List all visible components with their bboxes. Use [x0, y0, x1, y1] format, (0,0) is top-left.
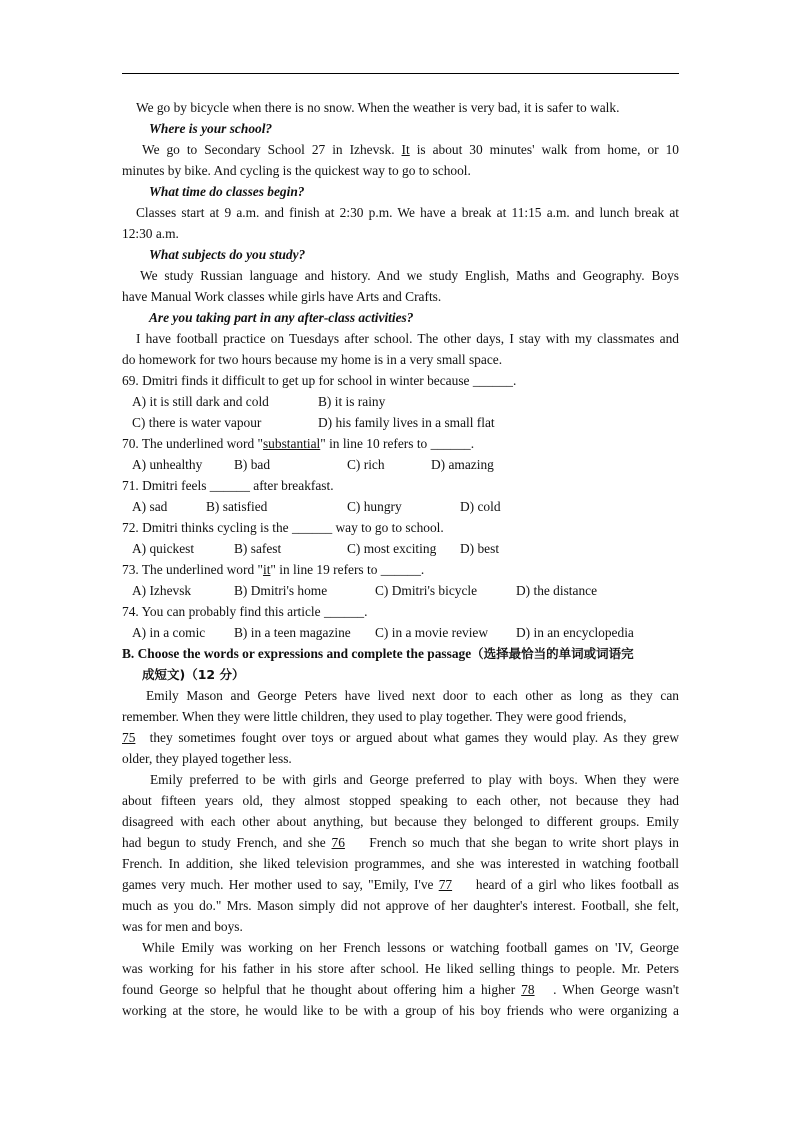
question-71: 71. Dmitri feels ______ after breakfast. [122, 478, 334, 493]
option-a: A) unhealthy [132, 457, 203, 472]
passage-line: older, they played together less. [122, 751, 292, 766]
passage-line: Emily Mason and George Peters have lived next door to each other as long as they can [146, 688, 679, 703]
option-c: C) there is water vapour [132, 415, 262, 430]
question-69: 69. Dmitri finds it difficult to get up for school in winter because ______. [122, 373, 517, 388]
passage-line: about fifteen years old, they almost stopped speaking to each other, not because they had [122, 793, 679, 808]
passage-line: remember. When they were little children, they used to play together. They were good friends, [122, 709, 627, 724]
option-c: C) in a movie review [375, 625, 489, 640]
options-72 [122, 538, 679, 559]
question-72: 72. Dmitri thinks cycling is the ______ way to go to school. [122, 520, 444, 535]
question-70: 70. The underlined word "substantial" in line 10 refers to ______. [122, 436, 475, 451]
option-b: B) Dmitri's home [234, 583, 328, 598]
passage-line: disagreed with each other about anything, but because they belonged to different groups. Emily [122, 814, 679, 829]
passage-line: French. In addition, she liked television programmes, and she was interested in watching football [122, 856, 679, 871]
page-content [122, 97, 679, 1021]
option-a: A) it is still dark and cold [132, 394, 269, 409]
underlined-it: It [401, 142, 410, 157]
reading-line: We study Russian language and history. And we study English, Maths and Geography. Boys [140, 268, 679, 283]
section-b-heading-cont: 成短文)（12 分） [142, 667, 245, 682]
blank-78: 78 [521, 982, 535, 997]
option-b: B) satisfied [206, 499, 268, 514]
passage-line: 75 they sometimes fought over toys or argued about what games they would play. As they grew [122, 727, 679, 748]
option-d: D) in an encyclopedia [516, 625, 634, 640]
option-b: B) it is rainy [318, 394, 386, 409]
reading-line: Classes start at 9 a.m. and finish at 2:30 p.m. We have a break at 11:15 a.m. and lunch break at [136, 205, 679, 220]
option-d: D) best [460, 541, 500, 556]
option-c: C) rich [347, 457, 385, 472]
reading-line: We go by bicycle when there is no snow. When the weather is very bad, it is safer to walk. [136, 100, 620, 115]
passage-line: Emily preferred to be with girls and George preferred to play with boys. When they were [150, 772, 679, 787]
options-69 [122, 412, 679, 433]
question-73: 73. The underlined word "it" in line 19 refers to ______. [122, 562, 425, 577]
interview-question: What time do classes begin? [149, 184, 305, 199]
passage-line: was for men and boys. [122, 919, 243, 934]
reading-line: do homework for two hours because my home is in a very small space. [122, 352, 503, 367]
option-b: B) in a teen magazine [234, 625, 351, 640]
passage-line: games very much. Her mother used to say, "Emily, I've 77 heard of a girl who likes football as [122, 874, 679, 895]
interview-question: Are you taking part in any after-class activities? [149, 310, 414, 325]
reading-line: I have football practice on Tuesdays after school. The other days, I stay with my classmates and [136, 331, 679, 346]
option-d: D) cold [460, 499, 501, 514]
option-a: A) Izhevsk [132, 583, 192, 598]
option-c: C) Dmitri's bicycle [375, 583, 478, 598]
passage-line: found George so helpful that he thought about offering him a higher 78 . When George wasn't [122, 979, 679, 1000]
passage-line: working at the store, he would like to be with a group of his boy friends who were organizing a [122, 1003, 679, 1018]
interview-question: Where is your school? [149, 121, 273, 136]
options-73 [122, 580, 679, 601]
question-74: 74. You can probably find this article ______. [122, 604, 368, 619]
option-d: D) the distance [516, 583, 598, 598]
reading-line: have Manual Work classes while girls have Arts and Crafts. [122, 289, 442, 304]
options-74 [122, 622, 679, 643]
option-b: B) bad [234, 457, 271, 472]
options-71 [122, 496, 679, 517]
option-d: D) amazing [431, 457, 494, 472]
option-c: C) hungry [347, 499, 402, 514]
blank-76: 76 [331, 835, 345, 850]
reading-line: minutes by bike. And cycling is the quickest way to go to school. [122, 163, 471, 178]
reading-line: 12:30 a.m. [122, 226, 179, 241]
options-69 [122, 391, 679, 412]
section-b-heading: B. Choose the words or expressions and complete the passage（选择最恰当的单词或词语完 [122, 646, 634, 661]
option-c: C) most exciting [347, 541, 437, 556]
blank-77: 77 [438, 877, 453, 892]
passage-line: was working for his father in his store after school. He liked selling things to people. Mr. Peters [122, 961, 679, 976]
option-a: A) sad [132, 499, 168, 514]
blank-75: 75 [122, 730, 136, 745]
header-rule [122, 73, 679, 74]
passage-line: much as you do." Mrs. Mason simply did not approve of her daughter's interest. Football, she felt, [122, 898, 679, 913]
option-a: A) in a comic [132, 625, 206, 640]
interview-question: What subjects do you study? [149, 247, 306, 262]
passage-line: While Emily was working on her French lessons or watching football games on 'IV, George [142, 940, 679, 955]
option-b: B) safest [234, 541, 282, 556]
options-70 [122, 454, 679, 475]
reading-line: We go to Secondary School 27 in Izhevsk. It is about 30 minutes' walk from home, or 10 [142, 142, 679, 157]
option-d: D) his family lives in a small flat [318, 415, 495, 430]
option-a: A) quickest [132, 541, 195, 556]
passage-line: had begun to study French, and she 76 French so much that she began to write short plays in [122, 832, 679, 853]
